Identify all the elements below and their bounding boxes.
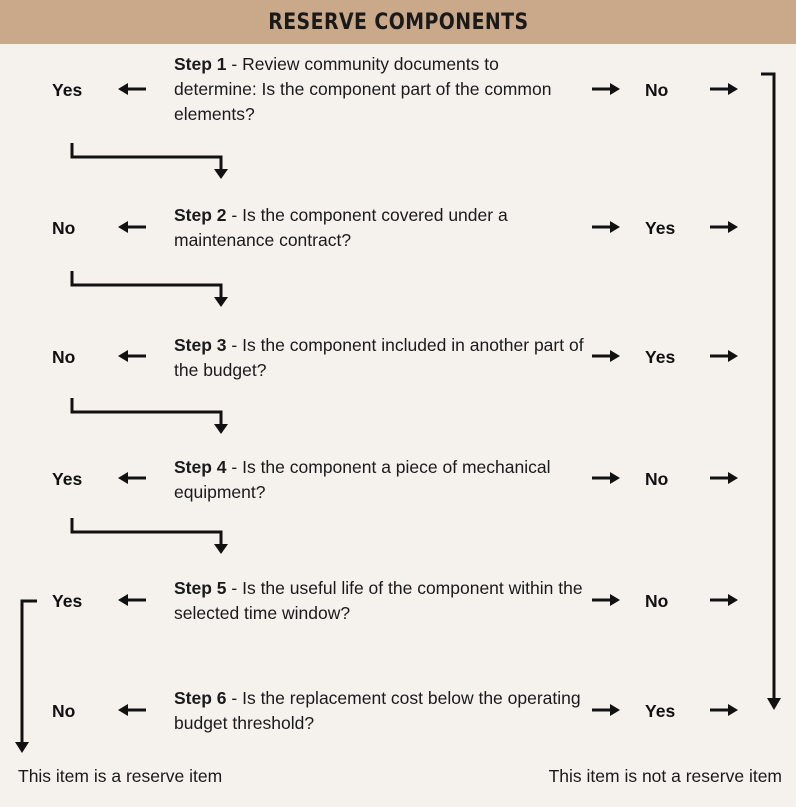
step-5-question: Is the useful life of the component within the selected time window? — [174, 578, 583, 623]
step-4-question: Is the component a piece of mechanical equipment? — [174, 457, 551, 502]
step-3-text: Step 3 - Is the component included in another part of the budget? — [174, 335, 584, 380]
step-3-label: Step 3 — [174, 335, 227, 355]
right-arrow-icon — [592, 704, 620, 716]
step-4-label: Step 4 — [174, 457, 227, 477]
right-arrow-icon — [710, 221, 738, 233]
step-1-to-2-connector — [72, 143, 228, 179]
step-5-arrows — [118, 594, 738, 606]
page-title: RESERVE COMPONENTS — [267, 9, 529, 35]
left-arrow-icon — [118, 472, 146, 484]
step-1-left-answer: Yes — [52, 80, 83, 100]
left-arrow-icon — [118, 221, 146, 233]
step-4-to-5-connector — [72, 518, 228, 554]
right-arrow-icon — [710, 704, 738, 716]
step-4-right-answer: No — [645, 469, 669, 489]
step-5-text: Step 5 - Is the useful life of the component within the selected time window? — [174, 578, 583, 623]
step-2-text: Step 2 - Is the component covered under a maintenance contract? — [174, 205, 508, 250]
step-3-question: Is the component included in another part of the budget? — [174, 335, 584, 380]
not-reserve-item-result: This item is not a reserve item — [548, 766, 782, 786]
right-arrow-icon — [710, 472, 738, 484]
left-arrow-icon — [118, 83, 146, 95]
step-4-arrows — [118, 472, 738, 484]
right-arrow-icon — [592, 221, 620, 233]
step-3-left-answer: No — [52, 347, 76, 367]
step-5-right-answer: No — [645, 591, 669, 611]
step-4-left-answer: Yes — [52, 469, 83, 489]
step-4-text: Step 4 - Is the component a piece of mechanical equipment? — [174, 457, 551, 502]
step-2-question: Is the component covered under a maintenance contract? — [174, 205, 508, 250]
step-1-question: Review community documents to determine: Is the component part of the common elements? — [174, 54, 552, 124]
step-6-label: Step 6 — [174, 688, 227, 708]
step-6-arrows — [118, 704, 738, 716]
right-arrow-icon — [592, 83, 620, 95]
right-arrow-icon — [592, 472, 620, 484]
step-3-to-4-connector — [72, 398, 228, 434]
step-2-right-answer: Yes — [645, 218, 676, 238]
step-3-arrows — [118, 350, 738, 362]
step-6-right-answer: Yes — [645, 701, 676, 721]
step-1-right-answer: No — [645, 80, 669, 100]
right-arrow-icon — [710, 350, 738, 362]
right-arrow-icon — [710, 594, 738, 606]
step-2-label: Step 2 — [174, 205, 227, 225]
step-1-text: Step 1 - Review community documents to determine: Is the component part of the common elements? — [174, 54, 552, 124]
step-2-arrows — [118, 221, 738, 233]
right-arrow-icon — [710, 83, 738, 95]
not-reserve-flow-line — [761, 74, 781, 710]
step-1-arrows — [118, 83, 738, 95]
right-arrow-icon — [592, 350, 620, 362]
right-arrow-icon — [592, 594, 620, 606]
step-2-to-3-connector — [72, 271, 228, 307]
step-6-question: Is the replacement cost below the operating budget threshold? — [174, 688, 581, 733]
step-1-label: Step 1 — [174, 54, 227, 74]
step-5-label: Step 5 — [174, 578, 227, 598]
left-arrow-icon — [118, 704, 146, 716]
step-2-left-answer: No — [52, 218, 76, 238]
step-6-text: Step 6 - Is the replacement cost below the operating budget threshold? — [174, 688, 581, 733]
reserve-flow-line — [15, 601, 37, 753]
step-6-left-answer: No — [52, 701, 76, 721]
step-5-left-answer: Yes — [52, 591, 83, 611]
reserve-item-result: This item is a reserve item — [18, 766, 223, 786]
step-3-right-answer: Yes — [645, 347, 676, 367]
left-arrow-icon — [118, 350, 146, 362]
left-arrow-icon — [118, 594, 146, 606]
